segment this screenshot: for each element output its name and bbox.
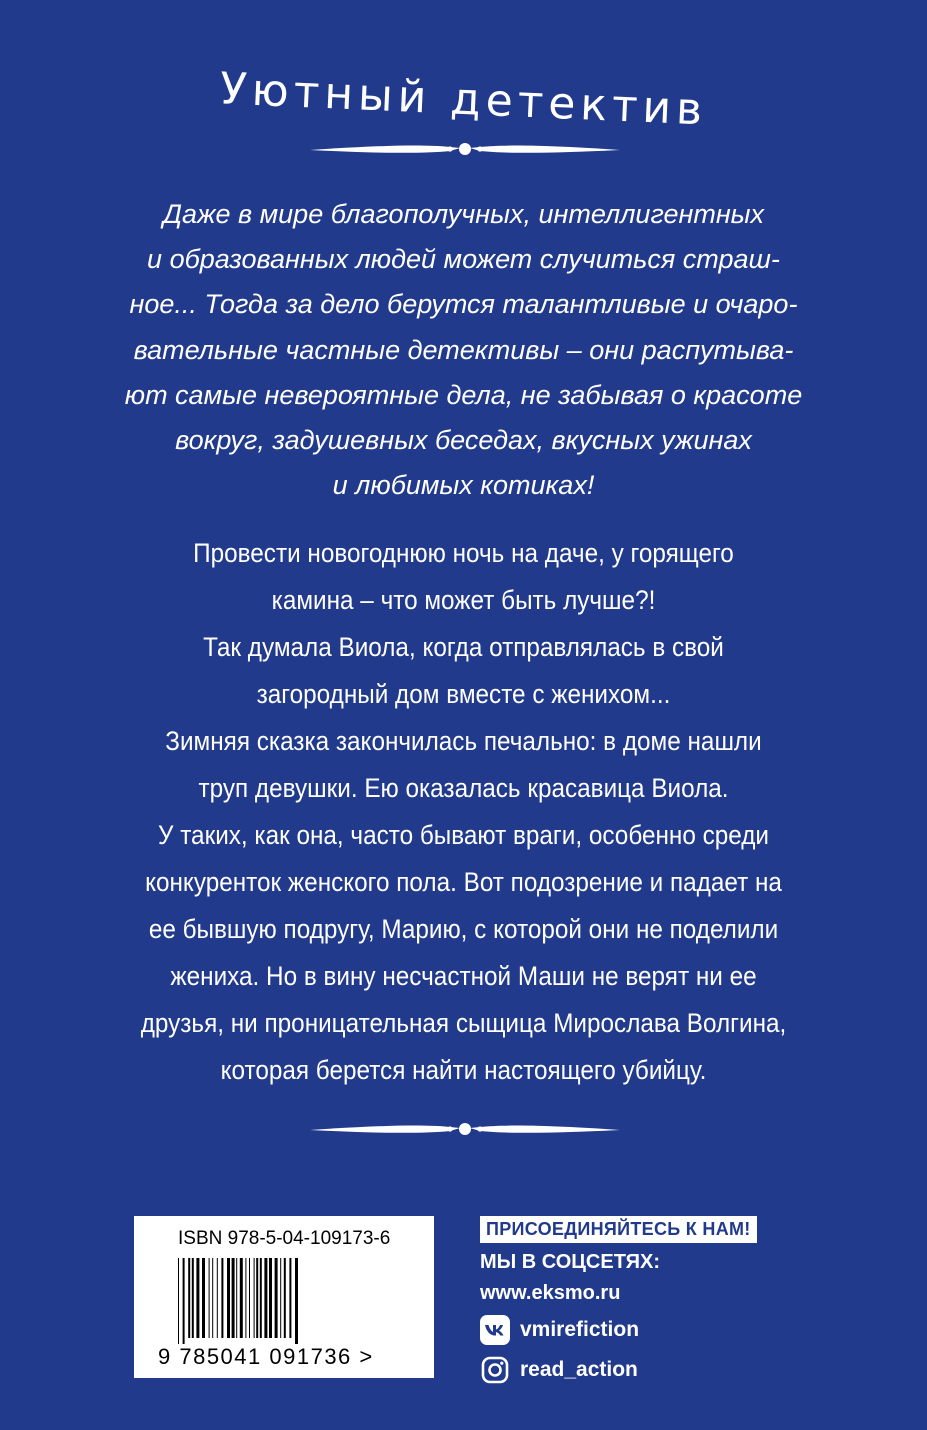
barcode-bar (284, 1258, 286, 1338)
annotation-line: ют самые невероятные дела, не забывая о красоте (124, 379, 803, 410)
networks-label: МЫ В СОЦСЕТЯХ: (480, 1251, 661, 1273)
barcode-bar (188, 1258, 190, 1338)
annotation-line: и любимых котиках! (332, 470, 595, 501)
synopsis-line: У таких, как она, часто бывают враги, особенно среди (158, 820, 769, 850)
barcode-bar (254, 1258, 255, 1338)
barcode-bar (269, 1258, 272, 1338)
vk-icon (480, 1315, 510, 1345)
barcode-bar (212, 1258, 213, 1338)
barcode-bar (227, 1258, 230, 1338)
barcode-bar (240, 1258, 243, 1338)
vk-handle: vmirefiction (520, 1318, 640, 1341)
barcode-bar (280, 1258, 281, 1338)
instagram-link[interactable] (480, 1355, 790, 1385)
barcode-bar (264, 1258, 267, 1338)
barcode-bar (289, 1258, 291, 1338)
annotation-line: вательные частные детективы – они распутыва- (133, 334, 794, 365)
join-banner: ПРИСОЕДИНЯЙТЕСЬ К НАМ! (480, 1216, 757, 1243)
barcode-bar (192, 1258, 194, 1338)
isbn-label: ISBN 978-5-04-109173-6 (178, 1228, 391, 1249)
synopsis-line: Провести новогоднюю ночь на даче, у горящего (193, 538, 734, 568)
barcode-bar (256, 1258, 258, 1338)
vk-link[interactable] (480, 1315, 790, 1345)
barcode-bar (232, 1258, 235, 1338)
instagram-handle: read_action (520, 1358, 638, 1381)
synopsis-line: конкуренток женского пола. Вот подозрение и падает на (145, 867, 782, 897)
barcode-image (178, 1258, 398, 1344)
barcode-panel (134, 1216, 434, 1378)
series-title: Уютный детектив (218, 63, 709, 136)
annotation-line: ное... Тогда за дело берутся талантливые и очаро- (129, 289, 798, 320)
synopsis-line: Зимняя сказка закончилась печально: в доме нашли (165, 726, 762, 756)
barcode-bar (245, 1258, 246, 1338)
barcode-bar (295, 1258, 298, 1344)
website-link[interactable]: www.eksmo.ru (480, 1282, 621, 1304)
divider-ornament-bottom (310, 1118, 620, 1142)
annotation-line: и образованных людей может случиться страш- (147, 244, 780, 275)
barcode-bar (221, 1258, 223, 1338)
barcode-bar (249, 1258, 250, 1338)
barcode-digits: 9 785041 091736 > (158, 1344, 374, 1369)
synopsis-line: друзья, ни проницательная сыщица Мирослава Волгина, (140, 1008, 787, 1038)
barcode-bar (178, 1258, 179, 1344)
instagram-icon (480, 1355, 510, 1385)
synopsis-line: которая берется найти настоящего убийцу. (220, 1055, 707, 1085)
annotation-line: Даже в мире благополучных, интеллигентных (162, 199, 765, 229)
annotation-line: вокруг, задушевных беседах, вкусных ужинах (175, 425, 752, 456)
barcode-bar (202, 1258, 205, 1338)
synopsis-line: камина – что может быть лучше?! (271, 585, 656, 615)
synopsis-text (127, 530, 799, 1094)
barcode-bar (183, 1258, 185, 1344)
synopsis-line: загородный дом вместе с женихом... (256, 679, 671, 709)
barcode-bar (196, 1258, 199, 1338)
synopsis-line: труп девушки. Ею оказалась красавица Виола. (198, 773, 729, 803)
barcode-bar (260, 1258, 262, 1338)
divider-ornament-top (310, 138, 620, 162)
synopsis-line: жениха. Но в вину несчастной Маши не верят ни ее (170, 961, 757, 991)
synopsis-line: Так думала Виола, когда отправлялась в свой (203, 632, 724, 662)
barcode-bar (236, 1258, 237, 1338)
social-block (480, 1216, 790, 1385)
barcode-bar (209, 1258, 210, 1338)
barcode-bar (275, 1258, 278, 1338)
annotation-text (110, 192, 817, 508)
barcode-bar (217, 1258, 218, 1338)
synopsis-line: ее бывшую подругу, Марию, с которой они не поделили (148, 914, 779, 944)
